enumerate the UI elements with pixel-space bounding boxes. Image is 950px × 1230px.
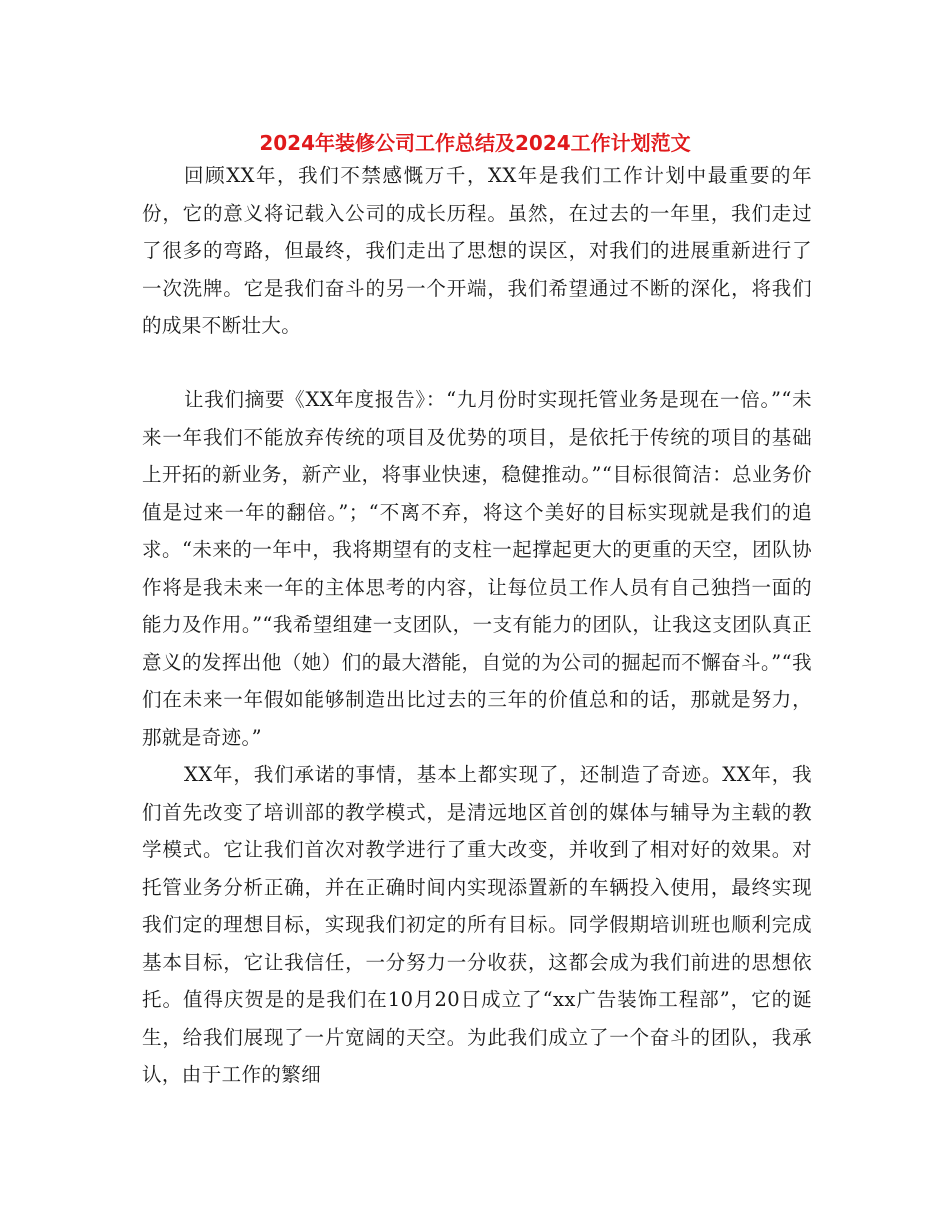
main-section bbox=[142, 381, 812, 1094]
paragraph-3: XX年，我们承诺的事情，基本上都实现了，还制造了奇迹。XX年，我们首先改变了培训部的教学模式，是清远地区首创的媒体与辅导为主载的教学模式。它让我们首次对教学进行了重大改变，并收到了相对好的效果。对托管业务分析正确，并在正确时间内实现添置新的车辆投入使用，最终实现我们定的理想目标，实现我们初定的所有目标。同学假期培训班也顺利完成基本目标，它让我信任，一分努力一分收获，这都会成为我们前进的思想依托。值得庆贺是的是我们在10月20日成立了“xx广告装饰工程部”，它的诞生，给我们展现了一片宽阔的天空。为此我们成立了一个奋斗的团队，我承认，由于工作的繁细 bbox=[142, 763, 812, 1086]
paragraph-1: 回顾XX年，我们不禁感慨万千，XX年是我们工作计划中最重要的年份，它的意义将记载入公司的成长历程。虽然，在过去的一年里，我们走过了很多的弯路，但最终，我们走出了思想的误区，对我们的进展重新进行了一次洗牌。它是我们奋斗的另一个开端，我们希望通过不断的深化，将我们的成果不断壮大。 bbox=[142, 164, 812, 337]
paragraph-2: 让我们摘要《XX年度报告》：“九月份时实现托管业务是现在一倍。”“未来一年我们不能放弃传统的项目及优势的项目，是依托于传统的项目的基础上开拓的新业务，新产业，将事业快速，稳健推动。”“目标很简洁：总业务价值是过来一年的翻倍。”；“不离不弃，将这个美好的目标实现就是我们的追求。“未来的一年中，我将期望有的支柱一起撑起更大的更重的天空，团队协作将是我未来一年的主体思考的内容，让每位员工作人员有自己独挡一面的能力及作用。”“我希望组建一支团队，一支有能力的团队，让我这支团队真正意义的发挥出他（她）们的最大潜能，自觉的为公司的掘起而不懈奋斗。”“我们在未来一年假如能够制造出比过去的三年的价值总和的话，那就是努力，那就是奇迹。” bbox=[142, 388, 812, 749]
intro-section bbox=[142, 157, 812, 345]
document-title: 2024年装修公司工作总结及2024工作计划范文 bbox=[259, 131, 691, 156]
